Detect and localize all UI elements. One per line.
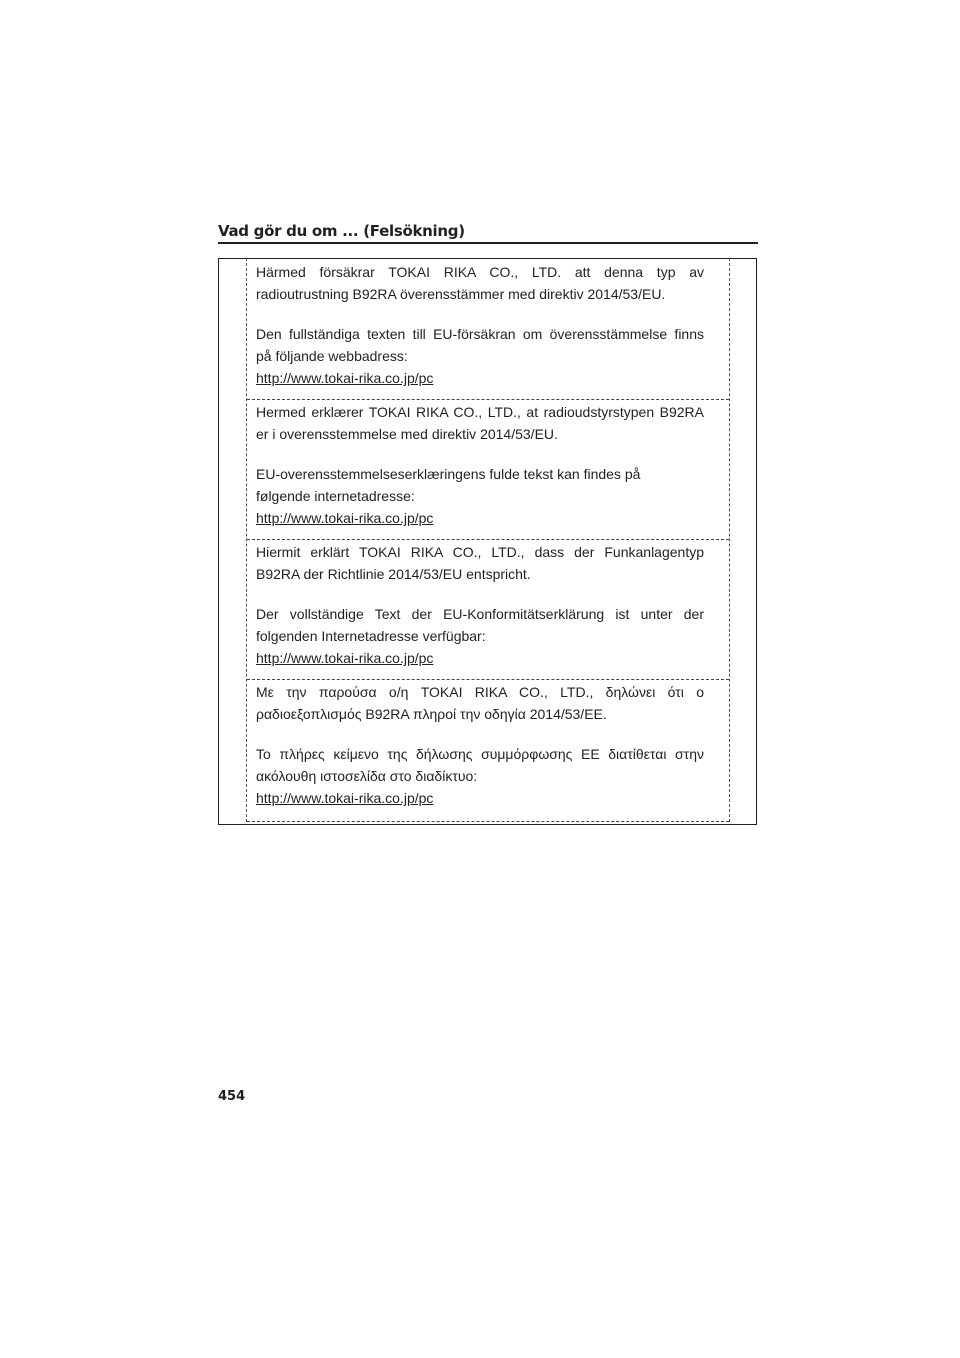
fulltext-line-1: Der vollständige Text der EU-Konformitätserklärung ist unter der (256, 606, 704, 622)
fulltext-line-1: Το πλήρες κείμενο της δήλωσης συμμόρφωσης ΕΕ διατίθεται στην (256, 746, 704, 762)
declaration-section-swedish (247, 261, 729, 400)
statement-line-2: ραδιοεξοπλισμός B92RA πληροί την οδηγία 2014/53/ΕΕ. (256, 706, 607, 722)
declaration-url-link[interactable]: http://www.tokai-rika.co.jp/pc (256, 790, 434, 806)
statement-line-2: radioutrustning B92RA överensstämmer med direktiv 2014/53/EU. (256, 286, 666, 302)
fulltext-line-2: folgenden Internetadresse verfügbar: (256, 628, 486, 644)
fulltext-line-2: følgende internetadresse: (256, 488, 415, 504)
header-divider (218, 242, 758, 244)
fulltext-line-1: EU-overensstemmelseserklæringens fulde tekst kan findes på (256, 466, 641, 482)
declaration-url-link[interactable]: http://www.tokai-rika.co.jp/pc (256, 370, 434, 386)
statement-line-2: B92RA der Richtlinie 2014/53/EU entspricht. (256, 566, 531, 582)
statement-line-1: Hermed erklærer TOKAI RIKA CO., LTD., at radioudstyrstypen B92RA (256, 404, 704, 420)
page-header-title: Vad gör du om ... (Felsökning) (218, 222, 465, 240)
declaration-section-greek (247, 681, 729, 822)
statement-line-1: Με την παρούσα ο/η TOKAI RIKA CO., LTD., δηλώνει ότι ο (256, 684, 704, 700)
declaration-url-link[interactable]: http://www.tokai-rika.co.jp/pc (256, 510, 434, 526)
statement-line-1: Härmed försäkrar TOKAI RIKA CO., LTD. att denna typ av (256, 264, 704, 280)
fulltext-line-2: ακόλουθη ιστοσελίδα στο διαδίκτυο: (256, 768, 478, 784)
fulltext-line-2: på följande webbadress: (256, 348, 408, 364)
statement-line-1: Hiermit erklärt TOKAI RIKA CO., LTD., dass der Funkanlagentyp (256, 544, 704, 560)
declaration-section-danish (247, 401, 729, 540)
declaration-section-german (247, 541, 729, 680)
page-number: 454 (218, 1089, 246, 1104)
fulltext-line-1: Den fullständiga texten till EU-försäkran om överensstämmelse finns (256, 326, 704, 342)
declaration-url-link[interactable]: http://www.tokai-rika.co.jp/pc (256, 650, 434, 666)
statement-line-2: er i overensstemmelse med direktiv 2014/53/EU. (256, 426, 558, 442)
